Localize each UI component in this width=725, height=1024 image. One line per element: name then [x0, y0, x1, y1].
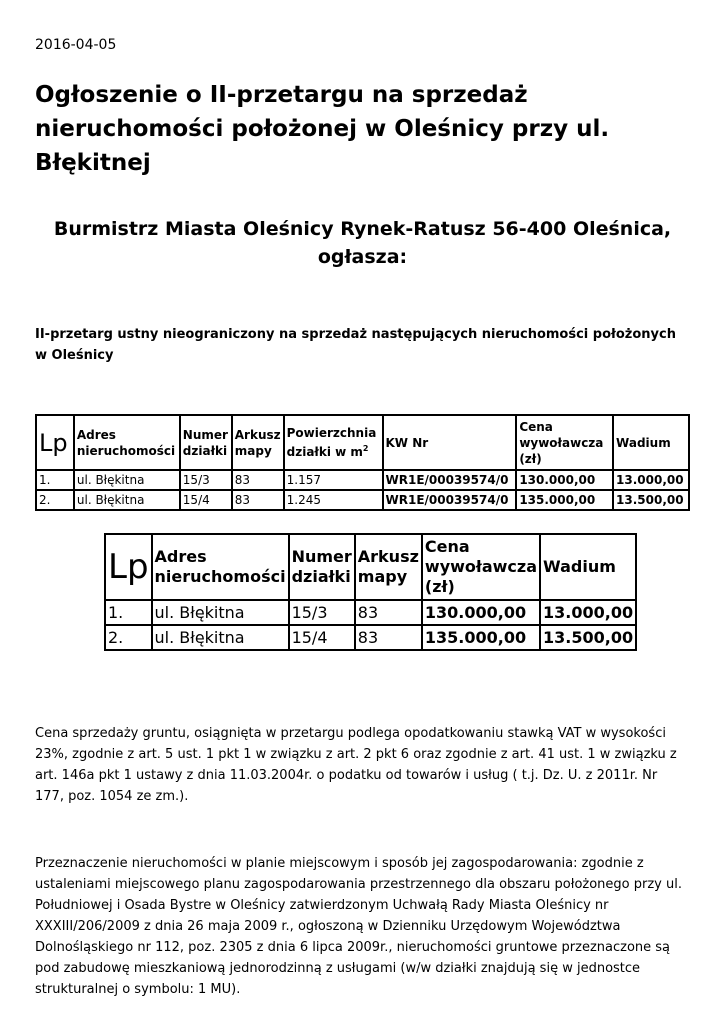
- col-header-address: Adres nieruchomości: [152, 534, 289, 600]
- cell-sheet: 83: [355, 625, 422, 650]
- cell-lp: 1.: [36, 470, 74, 490]
- tender-subject: II-przetarg ustny nieograniczony na sprzedaż następujących nieruchomości położonych w Oleśnicy: [35, 327, 676, 363]
- area-header-sup: 2: [362, 444, 369, 453]
- cell-price: 135.000,00: [422, 625, 540, 650]
- property-table-full: [35, 414, 690, 511]
- cell-sheet: 83: [355, 600, 422, 625]
- col-header-price: Cena wywoławcza (zł): [422, 534, 540, 600]
- table-row: [105, 600, 636, 625]
- page-title: Ogłoszenie o II-przetargu na sprzedaż nieruchomości położonej w Oleśnicy przy ul. Błękitnej: [35, 82, 610, 176]
- cell-price: 130.000,00: [516, 470, 613, 490]
- col-header-deposit: Wadium: [540, 534, 636, 600]
- cell-lp: 1.: [105, 600, 152, 625]
- col-header-kw: KW Nr: [383, 415, 517, 470]
- table-row: [36, 490, 689, 510]
- cell-price: 130.000,00: [422, 600, 540, 625]
- cell-deposit: 13.000,00: [540, 600, 636, 625]
- cell-price: 135.000,00: [516, 490, 613, 510]
- cell-lp: 2.: [36, 490, 74, 510]
- col-header-sheet: Arkusz mapy: [355, 534, 422, 600]
- col-header-lp: Lp: [105, 534, 152, 600]
- cell-deposit: 13.000,00: [613, 470, 689, 490]
- table-row: [105, 625, 636, 650]
- issuer-heading: Burmistrz Miasta Oleśnicy Rynek-Ratusz 56-400 Oleśnica, ogłasza:: [53, 218, 672, 268]
- cell-address: ul. Błękitna: [152, 625, 289, 650]
- col-header-price: Cena wywoławcza (zł): [516, 415, 613, 470]
- cell-address: ul. Błękitna: [152, 600, 289, 625]
- cell-deposit: 13.500,00: [613, 490, 689, 510]
- cell-plot: 15/3: [289, 600, 355, 625]
- table-header-row: [105, 534, 636, 600]
- cell-kw: WR1E/00039574/0: [383, 470, 517, 490]
- col-header-lp: Lp: [36, 415, 74, 470]
- cell-sheet: 83: [232, 490, 284, 510]
- cell-plot: 15/3: [180, 470, 232, 490]
- col-header-plot: Numer działki: [289, 534, 355, 600]
- area-header-text: Powierzchnia działki w m: [286, 426, 377, 459]
- col-header-deposit: Wadium: [613, 415, 689, 470]
- cell-kw: WR1E/00039574/0: [383, 490, 517, 510]
- col-header-plot: Numer działki: [180, 415, 232, 470]
- cell-sheet: 83: [232, 470, 284, 490]
- cell-address: ul. Błękitna: [74, 470, 180, 490]
- cell-lp: 2.: [105, 625, 152, 650]
- col-header-sheet: Arkusz mapy: [232, 415, 284, 470]
- cell-area: 1.157: [284, 470, 383, 490]
- zoning-paragraph: Przeznaczenie nieruchomości w planie miejscowym i sposób jej zagospodarowania: zgodnie z ustaleniami miejscowego planu zagospodarowania przestrzennego dla obszaru położonego przy ul. Południowej i Osada Bystre w Oleśnicy zatwierdzonym Uchwałą Rady Miasta Oleśnicy nr XXXIII/206/2009 z dnia 26 maja 2009 r., ogłoszoną w Dzienniku Urzędowym Województwa Dolnośląskiego nr 112, poz. 2305 z dnia 6 lipca 2009r., nieruchomości gruntowe przeznaczone są pod zabudowę mieszkaniową jednorodzinną z usługami (w/w działki znajdują się w jednostce strukturalnej o symbolu: 1 MU).: [35, 856, 682, 997]
- table-row: [36, 470, 689, 490]
- cell-plot: 15/4: [180, 490, 232, 510]
- property-table-summary: [104, 533, 637, 651]
- vat-paragraph: Cena sprzedaży gruntu, osiągnięta w przetargu podlega opodatkowaniu stawką VAT w wysokości 23%, zgodnie z art. 5 ust. 1 pkt 1 w związku z art. 2 pkt 6 oraz zgodnie z art. 41 ust. 1 w związku z art. 146a pkt 1 ustawy z dnia 11.03.2004r. o podatku od towarów i usług ( t.j. Dz. U. z 2011r. Nr 177, poz. 1054 ze zm.).: [35, 726, 677, 804]
- cell-address: ul. Błękitna: [74, 490, 180, 510]
- date: 2016-04-05: [35, 37, 117, 53]
- cell-deposit: 13.500,00: [540, 625, 636, 650]
- cell-plot: 15/4: [289, 625, 355, 650]
- table-header-row: [36, 415, 689, 470]
- col-header-area: [284, 415, 383, 470]
- cell-area: 1.245: [284, 490, 383, 510]
- col-header-address: Adres nieruchomości: [74, 415, 180, 470]
